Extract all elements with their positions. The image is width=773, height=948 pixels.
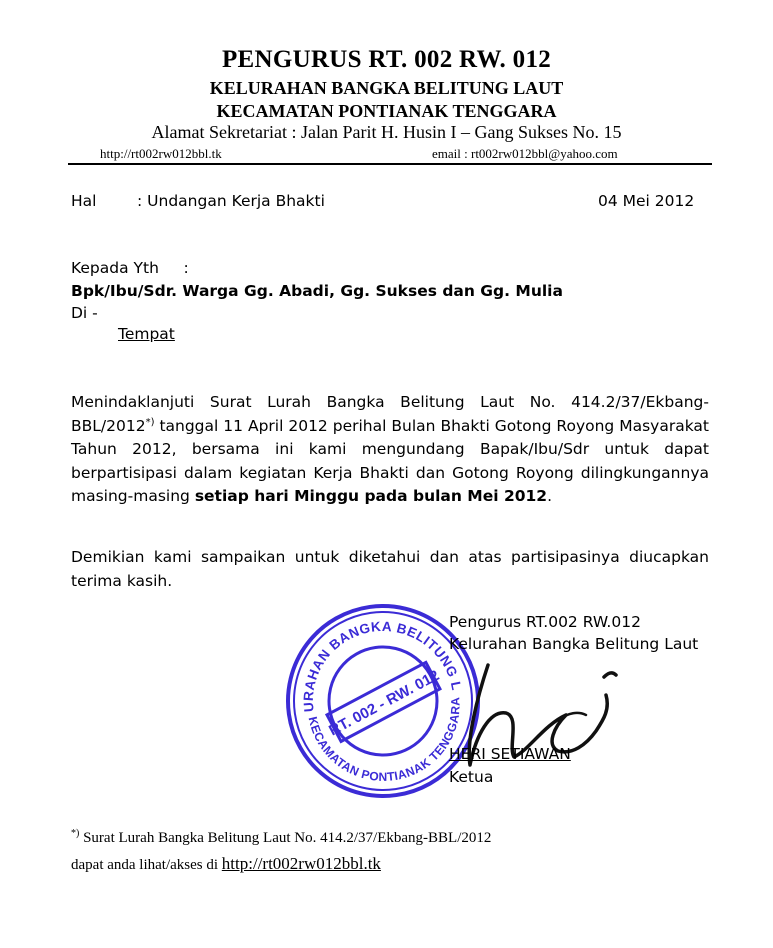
letterhead-email[interactable]: email : rt002rw012bbl@yahoo.com: [432, 146, 618, 161]
signature-org-line-1: Pengurus RT.002 RW.012: [449, 613, 641, 631]
paragraph-1-bold: setiap hari Minggu pada bulan Mei 2012: [194, 487, 548, 505]
subject-label: Hal: [71, 192, 97, 210]
letterhead-kecamatan: KECAMATAN PONTIANAK TENGGARA: [216, 101, 557, 121]
signatory-role: Ketua: [449, 768, 494, 786]
footnote-text: Surat Lurah Bangka Belitung Laut No. 414.2/37/Ekbang-BBL/2012: [79, 830, 492, 846]
recipient-di: Di -: [71, 304, 98, 322]
body-paragraph-1: [71, 391, 709, 509]
footnote-prefix: dapat anda lihat/akses di: [71, 857, 222, 873]
letterhead-website[interactable]: http://rt002rw012bbl.tk: [100, 146, 222, 161]
letterhead-kelurahan: KELURAHAN BANGKA BELITUNG LAUT: [209, 78, 564, 98]
footnote-line-1: [71, 830, 491, 847]
footnote-line-2: [71, 854, 381, 874]
footnote-link[interactable]: http://rt002rw012bbl.tk: [221, 854, 381, 873]
subject-value: : Undangan Kerja Bhakti: [137, 192, 325, 210]
recipient-label: Kepada Yth :: [71, 259, 189, 277]
footnote-mark: *): [71, 828, 80, 839]
paragraph-1-end: .: [547, 487, 553, 505]
stamp-outer-bottom: KECAMATAN PONTIANAK TENGGARA: [305, 696, 463, 784]
signatory-name: HERI SETIAWAN: [449, 745, 571, 763]
paragraph-1-text-a: Menindaklanjuti Surat Lurah Bangka Belitung Laut No. 414.2/37/Ekbang-BBL/2012: [71, 393, 709, 435]
letter-date: 04 Mei 2012: [598, 192, 695, 210]
stamp-center-text: RT. 002 - RW. 012: [326, 666, 443, 740]
recipient-tempat: Tempat: [118, 325, 175, 343]
letterhead-address: Alamat Sekretariat : Jalan Parit H. Husin I – Gang Sukses No. 15: [151, 122, 622, 142]
stamp-outer-top: KELURAHAN BANGKA BELITUNG LAUT: [300, 618, 465, 713]
signature-org-line-2: Kelurahan Bangka Belitung Laut: [449, 635, 699, 653]
recipient-addressee: Bpk/Ibu/Sdr. Warga Gg. Abadi, Gg. Sukses dan Gg. Mulia: [71, 282, 563, 300]
paragraph-1-text-b: tanggal 11 April 2012 perihal Bulan Bhakti Gotong Royong Masyarakat Tahun 2012, bersama ini kami mengundang Bapak/Ibu/Sdr untuk dapat berpartisipasi dalam kegiatan Kerja Bhakti dan Gotong Royong dilingkungannya masing-masing: [71, 416, 709, 505]
footnote-ref: *): [145, 416, 155, 428]
letterhead-divider: [68, 163, 712, 165]
letterhead-title: PENGURUS RT. 002 RW. 012: [221, 46, 552, 73]
body-paragraph-2: Demikian kami sampaikan untuk diketahui dan atas partisipasinya diucapkan terima kasih.: [71, 548, 709, 590]
